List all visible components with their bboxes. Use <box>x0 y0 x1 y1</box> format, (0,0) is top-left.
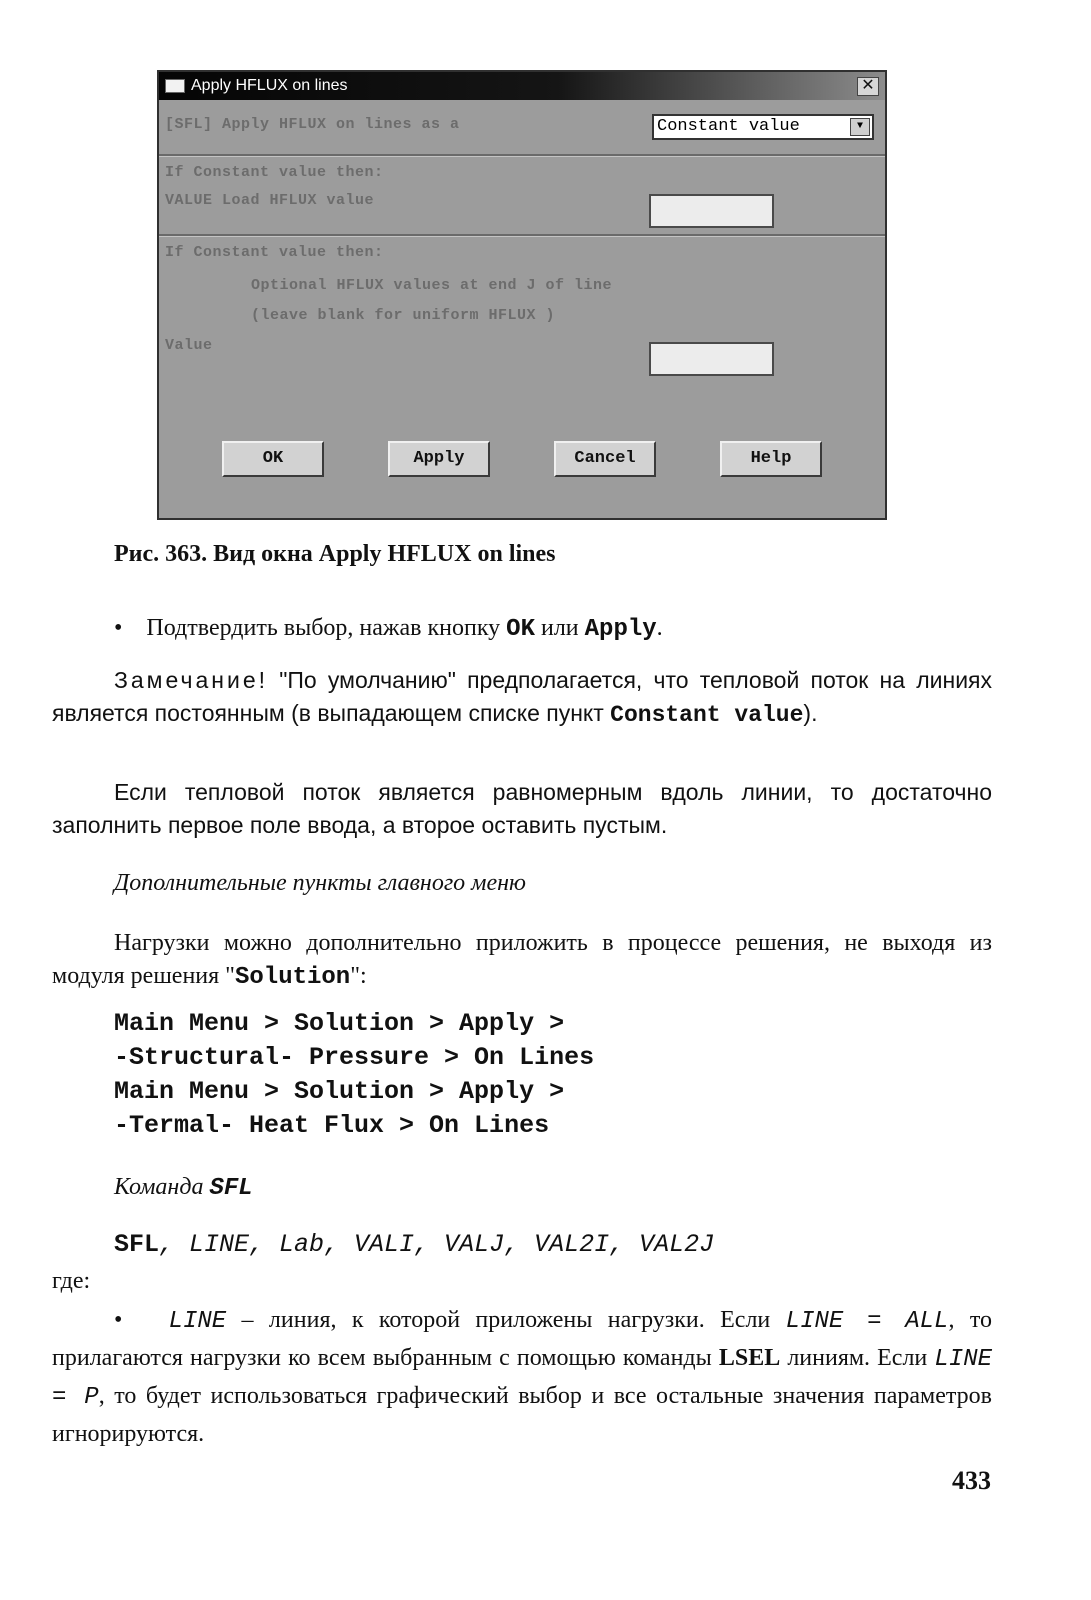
apply-hflux-dialog <box>157 70 887 520</box>
bullet-text: . <box>656 615 663 641</box>
chevron-down-icon[interactable]: ▼ <box>850 118 870 136</box>
note-text: ). <box>803 700 818 726</box>
code-constant-value: Constant value <box>610 702 804 728</box>
param-text: , то будет использоваться графический выбор и все остальные значения параметров игнорируются. <box>52 1383 992 1447</box>
constant-value-hint: If Constant value then: <box>165 164 384 181</box>
menu-path-line: -Structural- Pressure > On Lines <box>114 1043 595 1072</box>
separator <box>159 234 885 237</box>
additional-menu-heading: Дополнительные пункты главного меню <box>114 870 526 896</box>
code-apply: Apply <box>584 616 657 643</box>
confirm-bullet <box>114 612 994 646</box>
param-text: , то прилагаются нагрузки ко всем выбранным с помощью команды <box>52 1307 993 1371</box>
syntax-args: , LINE, Lab, VALI, VALJ, VAL2I, VAL2J <box>159 1230 715 1259</box>
help-button[interactable]: Help <box>720 441 822 477</box>
syntax-command: SFL <box>114 1230 160 1259</box>
loads-text: ": <box>350 963 367 989</box>
note-lead: Замечание! <box>114 667 269 693</box>
apply-button[interactable]: Apply <box>388 441 490 477</box>
valj-label: Value <box>165 337 213 354</box>
load-type-select-value: Constant value <box>657 117 800 136</box>
loads-paragraph <box>52 927 992 994</box>
leave-blank-hint: (leave blank for uniform HFLUX ) <box>251 307 556 324</box>
window-icon <box>165 79 185 93</box>
command-name: SFL <box>209 1175 253 1202</box>
command-heading <box>114 1174 253 1202</box>
param-text: – линия, к которой приложены нагрузки. Если <box>226 1307 786 1333</box>
code-solution: Solution <box>234 964 351 991</box>
bullet-text: или <box>534 615 585 641</box>
cancel-button[interactable]: Cancel <box>554 441 656 477</box>
bullet-glyph: • <box>114 615 123 641</box>
page-number: 433 <box>952 1466 991 1495</box>
param-line: LINE <box>168 1308 227 1335</box>
note-text: "По умолчанию" предполагается, что тепловой поток на линиях является постоянным (в выпадающем списке пункт <box>52 667 992 726</box>
param-line-p: LINE = P <box>52 1346 992 1411</box>
dialog-title: Apply HFLUX on lines <box>191 77 348 94</box>
hflux-value-input[interactable] <box>649 194 774 228</box>
code-ok: OK <box>506 616 535 643</box>
hflux-end-j-input[interactable] <box>649 342 774 376</box>
loads-text: Нагрузки можно дополнительно приложить в процессе решения, не выходя из модуля решения " <box>52 930 992 989</box>
constant-value-hint-2: If Constant value then: <box>165 244 384 261</box>
optional-hflux-label: Optional HFLUX values at end J of line <box>251 277 613 294</box>
note-paragraph <box>52 664 992 732</box>
figure-caption: Рис. 363. Вид окна Apply HFLUX on lines <box>114 541 556 567</box>
command-syntax <box>114 1230 714 1259</box>
ok-button[interactable]: OK <box>222 441 324 477</box>
separator <box>159 154 885 157</box>
hflux-value-label: VALUE Load HFLUX value <box>165 192 375 209</box>
close-icon[interactable]: ✕ <box>857 77 879 96</box>
menu-path-line: Main Menu > Solution > Apply > <box>114 1077 565 1106</box>
command-lsel: LSEL <box>718 1345 781 1371</box>
param-text: линиям. Если <box>780 1345 935 1371</box>
param-line-all: LINE = ALL <box>785 1308 949 1335</box>
menu-path-line: Main Menu > Solution > Apply > <box>114 1009 565 1038</box>
menu-path-line: -Termal- Heat Flux > On Lines <box>114 1111 550 1140</box>
where-label: где: <box>52 1268 91 1294</box>
line-param-bullet <box>52 1302 992 1452</box>
bullet-glyph: • <box>114 1307 123 1333</box>
dialog-titlebar <box>159 72 885 100</box>
uniform-paragraph: Если тепловой поток является равномерным вдоль линии, то достаточно заполнить первое поле ввода, а второе оставить пустым. <box>52 779 992 838</box>
bullet-text: Подтвердить выбор, нажав кнопку <box>146 615 507 641</box>
apply-as-label: [SFL] Apply HFLUX on lines as a <box>165 116 460 133</box>
load-type-select[interactable] <box>652 114 874 140</box>
command-heading-prefix: Команда <box>114 1174 210 1200</box>
